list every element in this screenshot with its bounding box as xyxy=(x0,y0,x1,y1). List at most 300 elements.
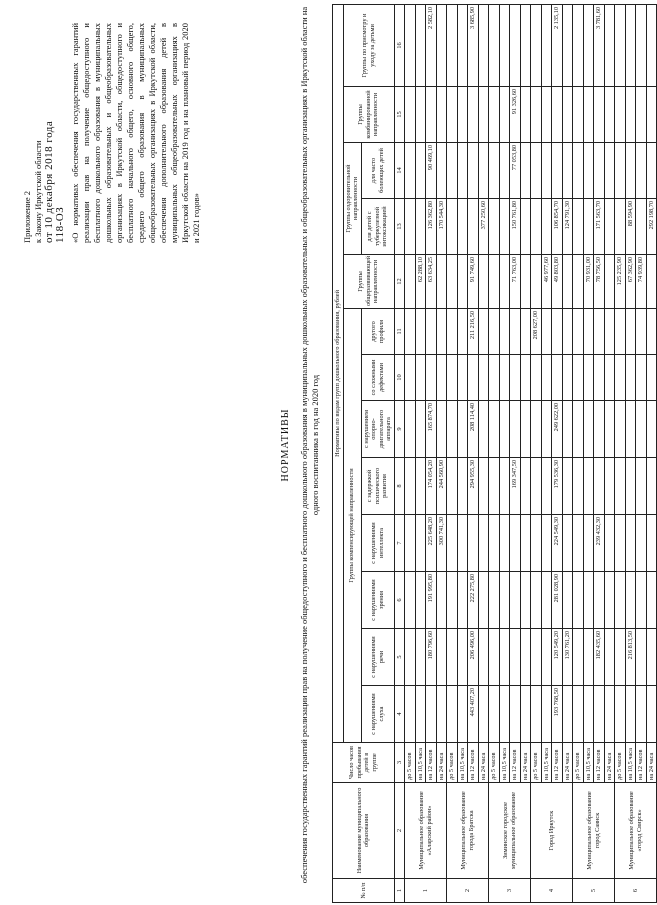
table-cell: 130 761,20 xyxy=(562,629,573,686)
table-cell: 169 347,50 xyxy=(510,458,521,515)
table-cell: 2 135,10 xyxy=(552,4,563,86)
table-cell xyxy=(594,458,605,515)
table-cell xyxy=(426,309,437,355)
table-cell xyxy=(436,4,447,86)
row-municipality: Муниципальное образование «город Свирск» xyxy=(615,783,657,879)
table-cell: 294 955,30 xyxy=(468,458,479,515)
table-cell xyxy=(405,87,416,143)
table-cell xyxy=(510,355,521,401)
table-cell xyxy=(541,629,552,686)
table-row xyxy=(594,4,605,902)
table-cell xyxy=(604,515,615,572)
column-number: 8 xyxy=(394,458,405,515)
column-number: 12 xyxy=(394,255,405,309)
table-cell xyxy=(541,87,552,143)
col-subheader: с нарушениями слуха xyxy=(361,686,394,743)
table-cell xyxy=(520,515,531,572)
column-number: 9 xyxy=(394,401,405,458)
col-header-health: Группы оздоровительной направленности xyxy=(343,143,361,255)
column-number: 14 xyxy=(394,143,405,199)
table-cell xyxy=(615,309,626,355)
annex-law-ref: к Закону Иркутской области xyxy=(33,140,43,243)
table-cell: 3 781,60 xyxy=(594,4,605,86)
table-cell: 222 275,80 xyxy=(468,572,479,629)
table-cell xyxy=(415,309,426,355)
table-cell xyxy=(541,515,552,572)
table-cell xyxy=(520,143,531,199)
row-hours: на 24 часа xyxy=(478,743,489,783)
table-row xyxy=(468,4,479,902)
table-cell xyxy=(468,515,479,572)
table-cell xyxy=(625,458,636,515)
table-cell xyxy=(583,401,594,458)
table-cell xyxy=(594,87,605,143)
row-hours: до 5 часов xyxy=(531,743,542,783)
table-cell xyxy=(636,686,647,743)
table-cell xyxy=(636,629,647,686)
table-cell xyxy=(531,515,542,572)
table-cell xyxy=(478,515,489,572)
table-cell xyxy=(436,143,447,199)
norms-table xyxy=(332,4,657,903)
table-cell xyxy=(583,199,594,255)
column-number: 3 xyxy=(394,743,405,783)
table-cell xyxy=(562,4,573,86)
table-cell xyxy=(541,355,552,401)
row-number: 1 xyxy=(405,879,447,903)
table-cell xyxy=(615,401,626,458)
table-cell xyxy=(541,143,552,199)
table-cell xyxy=(646,686,657,743)
col-header-name: Наименование муниципального образования xyxy=(333,783,395,879)
table-cell: 225 648,20 xyxy=(426,515,437,572)
column-number-row xyxy=(394,4,405,902)
table-cell: 71 763,00 xyxy=(510,255,521,309)
table-cell xyxy=(436,629,447,686)
table-cell xyxy=(636,355,647,401)
row-hours: на 24 часа xyxy=(604,743,615,783)
table-cell xyxy=(583,87,594,143)
table-cell xyxy=(447,515,458,572)
table-cell xyxy=(531,401,542,458)
table-cell xyxy=(478,255,489,309)
table-cell: 49 803,80 xyxy=(552,255,563,309)
table-cell: 191 995,80 xyxy=(426,572,437,629)
table-cell xyxy=(573,199,584,255)
table-cell: 106 854,70 xyxy=(552,199,563,255)
table-cell xyxy=(562,458,573,515)
row-municipality: Зиминское городское муниципальное образование xyxy=(489,783,531,879)
table-cell: 170 544,30 xyxy=(436,199,447,255)
table-cell xyxy=(510,309,521,355)
table-cell: 208 627,00 xyxy=(531,309,542,355)
table-cell xyxy=(625,401,636,458)
table-cell: 150 761,80 xyxy=(510,199,521,255)
table-cell xyxy=(447,629,458,686)
table-cell xyxy=(573,458,584,515)
table-cell xyxy=(520,572,531,629)
table-cell xyxy=(478,309,489,355)
table-cell: 88 594,90 xyxy=(625,199,636,255)
table-cell xyxy=(426,87,437,143)
table-cell xyxy=(573,686,584,743)
row-municipality: Город Иркутск xyxy=(531,783,573,879)
table-row xyxy=(625,4,636,902)
col-header-num: № п/п xyxy=(333,879,395,903)
table-cell: 91 326,60 xyxy=(510,87,521,143)
table-cell xyxy=(520,458,531,515)
table-cell: 171 563,70 xyxy=(594,199,605,255)
table-cell xyxy=(489,401,500,458)
column-number: 7 xyxy=(394,515,405,572)
table-cell xyxy=(531,458,542,515)
row-hours: на 24 часа xyxy=(646,743,657,783)
table-cell xyxy=(468,87,479,143)
table-cell xyxy=(457,255,468,309)
table-cell: 300 741,30 xyxy=(436,515,447,572)
table-cell xyxy=(583,355,594,401)
table-cell xyxy=(405,515,416,572)
table-cell xyxy=(562,87,573,143)
table-cell: 165 874,70 xyxy=(426,401,437,458)
row-hours: на 24 часа xyxy=(436,743,447,783)
table-cell: 208 114,40 xyxy=(468,401,479,458)
table-cell xyxy=(520,686,531,743)
table-cell xyxy=(594,572,605,629)
col-subheader: с нарушением опорно-двигательного аппарата xyxy=(361,401,394,458)
table-row xyxy=(436,4,447,902)
row-hours: на 10,5 часа xyxy=(583,743,594,783)
row-hours: на 10,5 часа xyxy=(541,743,552,783)
table-row xyxy=(583,4,594,902)
table-cell xyxy=(604,572,615,629)
annex-title: Приложение 2 xyxy=(22,191,32,243)
table-cell xyxy=(436,686,447,743)
table-cell: 216 813,50 xyxy=(625,629,636,686)
table-cell xyxy=(615,458,626,515)
table-row xyxy=(489,4,500,902)
table-cell: 2 582,10 xyxy=(426,4,437,86)
row-number: 3 xyxy=(489,879,531,903)
table-cell xyxy=(489,515,500,572)
table-cell xyxy=(499,309,510,355)
table-cell xyxy=(573,4,584,86)
table-cell xyxy=(552,143,563,199)
row-hours: до 5 часов xyxy=(405,743,416,783)
table-cell xyxy=(489,572,500,629)
table-cell xyxy=(447,4,458,86)
table-cell: 239 432,30 xyxy=(594,515,605,572)
table-cell xyxy=(562,255,573,309)
table-cell xyxy=(615,199,626,255)
table-cell xyxy=(625,686,636,743)
table-cell xyxy=(415,143,426,199)
table-cell xyxy=(415,572,426,629)
table-cell xyxy=(562,401,573,458)
table-cell xyxy=(415,401,426,458)
row-hours: на 10,5 часа xyxy=(625,743,636,783)
column-number: 15 xyxy=(394,87,405,143)
table-cell xyxy=(457,686,468,743)
table-cell xyxy=(520,401,531,458)
page-subtitle: обеспечения государственных гарантий реализации прав на получение общедоступного и бесплатного дошкольного образования в муниципальных дошкольных образовательных и общеобразовательных организациях в Иркутской области на одного воспитанника в год на 2020 год xyxy=(299,6,320,884)
table-cell xyxy=(646,401,657,458)
table-cell: 281 028,90 xyxy=(552,572,563,629)
table-cell xyxy=(646,4,657,86)
table-cell xyxy=(625,87,636,143)
page-title: НОРМАТИВЫ xyxy=(280,408,291,482)
table-cell xyxy=(489,143,500,199)
table-cell xyxy=(573,87,584,143)
table-cell xyxy=(583,4,594,86)
table-cell xyxy=(447,401,458,458)
table-cell xyxy=(636,309,647,355)
column-number: 13 xyxy=(394,199,405,255)
table-cell xyxy=(541,572,552,629)
table-cell: 3 685,90 xyxy=(468,4,479,86)
table-cell xyxy=(415,629,426,686)
table-cell xyxy=(489,199,500,255)
table-cell: 249 622,00 xyxy=(552,401,563,458)
table-cell: 63 634,25 xyxy=(426,255,437,309)
table-cell xyxy=(531,686,542,743)
row-number: 5 xyxy=(573,879,615,903)
table-cell xyxy=(541,686,552,743)
table-cell xyxy=(520,87,531,143)
table-cell xyxy=(405,572,416,629)
table-cell xyxy=(573,572,584,629)
table-cell xyxy=(625,355,636,401)
col-subheader: с нарушениями интеллекта xyxy=(361,515,394,572)
table-cell xyxy=(489,355,500,401)
col-subheader: для детей с туберкулезной интоксикацией xyxy=(361,199,394,255)
row-municipality: Муниципальное образование город Саянск xyxy=(573,783,615,879)
table-cell xyxy=(415,355,426,401)
table-cell xyxy=(583,686,594,743)
table-cell xyxy=(499,199,510,255)
table-cell xyxy=(426,686,437,743)
table-cell xyxy=(478,355,489,401)
column-number: 2 xyxy=(394,783,405,879)
table-cell xyxy=(499,401,510,458)
table-cell xyxy=(604,401,615,458)
table-cell xyxy=(405,4,416,86)
table-cell: 90 469,10 xyxy=(426,143,437,199)
table-cell xyxy=(541,199,552,255)
table-cell: 91 749,60 xyxy=(468,255,479,309)
table-cell xyxy=(636,515,647,572)
table-cell xyxy=(520,309,531,355)
row-hours: на 12 часов xyxy=(636,743,647,783)
table-cell xyxy=(405,629,416,686)
table-cell: 182 435,60 xyxy=(594,629,605,686)
col-subheader: со сложными дефектами xyxy=(361,355,394,401)
table-cell xyxy=(646,309,657,355)
table-cell xyxy=(489,309,500,355)
col-header-combined: Группы комбинированной направленности xyxy=(343,87,394,143)
table-cell: 70 931,00 xyxy=(583,255,594,309)
col-subheader: другого профиля xyxy=(361,309,394,355)
col-header-compensating: Группы компенсирующей направленности xyxy=(343,309,361,743)
row-hours: на 12 часов xyxy=(594,743,605,783)
table-cell xyxy=(489,87,500,143)
table-cell xyxy=(625,4,636,86)
table-cell xyxy=(604,255,615,309)
column-number: 10 xyxy=(394,355,405,401)
table-cell xyxy=(615,355,626,401)
table-cell xyxy=(531,255,542,309)
table-cell xyxy=(499,255,510,309)
table-cell xyxy=(457,355,468,401)
row-hours: до 5 часов xyxy=(573,743,584,783)
table-cell xyxy=(646,458,657,515)
table-cell xyxy=(646,87,657,143)
table-cell xyxy=(499,87,510,143)
table-cell xyxy=(562,572,573,629)
table-cell xyxy=(405,458,416,515)
column-number: 6 xyxy=(394,572,405,629)
table-cell xyxy=(615,686,626,743)
header-row xyxy=(333,4,344,902)
table-cell xyxy=(636,4,647,86)
table-cell xyxy=(531,87,542,143)
table-cell: 180 796,60 xyxy=(426,629,437,686)
table-cell xyxy=(478,686,489,743)
table-cell xyxy=(583,515,594,572)
table-cell xyxy=(604,87,615,143)
table-cell: 62 288,10 xyxy=(415,255,426,309)
table-cell xyxy=(646,355,657,401)
table-cell xyxy=(457,87,468,143)
table-cell xyxy=(415,458,426,515)
table-cell xyxy=(636,572,647,629)
table-cell xyxy=(436,355,447,401)
col-subheader: для часто болеющих детей xyxy=(361,143,394,199)
table-row xyxy=(646,4,657,902)
table-cell xyxy=(499,4,510,86)
table-cell xyxy=(520,4,531,86)
row-hours: до 5 часов xyxy=(447,743,458,783)
table-row xyxy=(531,4,542,902)
table-cell xyxy=(510,4,521,86)
column-number: 4 xyxy=(394,686,405,743)
table-cell xyxy=(510,572,521,629)
table-cell xyxy=(405,686,416,743)
table-row xyxy=(636,4,647,902)
row-number: 4 xyxy=(531,879,573,903)
row-hours: на 10,5 часа xyxy=(499,743,510,783)
table-row xyxy=(552,4,563,902)
table-cell xyxy=(604,355,615,401)
table-cell: 206 496,00 xyxy=(468,629,479,686)
annex-date: от 10 декабря 2018 года xyxy=(43,120,55,243)
table-cell xyxy=(478,401,489,458)
table-cell: 211 216,50 xyxy=(468,309,479,355)
table-cell xyxy=(436,401,447,458)
table-cell xyxy=(447,255,458,309)
table-cell xyxy=(510,629,521,686)
table-cell xyxy=(646,143,657,199)
table-cell xyxy=(646,515,657,572)
annex-number: 118-ОЗ xyxy=(54,206,66,243)
table-cell xyxy=(615,629,626,686)
table-cell xyxy=(594,686,605,743)
table-row xyxy=(573,4,584,902)
row-hours: на 10,5 часа xyxy=(415,743,426,783)
row-hours: на 12 часов xyxy=(426,743,437,783)
row-hours: на 24 часа xyxy=(562,743,573,783)
table-cell: 193 768,50 xyxy=(552,686,563,743)
table-cell xyxy=(499,143,510,199)
row-hours: на 12 часов xyxy=(468,743,479,783)
table-cell xyxy=(531,572,542,629)
table-cell xyxy=(499,355,510,401)
table-cell xyxy=(499,686,510,743)
column-number: 5 xyxy=(394,629,405,686)
table-cell xyxy=(489,686,500,743)
table-cell xyxy=(447,355,458,401)
table-cell xyxy=(562,515,573,572)
annex-block xyxy=(22,23,202,243)
table-cell xyxy=(489,255,500,309)
table-cell xyxy=(457,572,468,629)
table-cell xyxy=(405,355,416,401)
table-cell xyxy=(478,629,489,686)
table-cell xyxy=(447,572,458,629)
row-hours: до 5 часов xyxy=(615,743,626,783)
table-cell: 120 549,20 xyxy=(552,629,563,686)
table-cell xyxy=(625,143,636,199)
table-cell xyxy=(531,199,542,255)
table-cell xyxy=(636,458,647,515)
table-cell xyxy=(594,309,605,355)
table-cell xyxy=(573,401,584,458)
table-cell xyxy=(405,309,416,355)
table-row xyxy=(510,4,521,902)
row-number: 6 xyxy=(615,879,657,903)
col-header-general: Группы общеразвивающей направленности xyxy=(343,255,394,309)
table-cell xyxy=(573,309,584,355)
row-municipality: Муниципальное образование «Аларский район» xyxy=(405,783,447,879)
row-hours: на 10,5 часа xyxy=(457,743,468,783)
table-cell xyxy=(499,629,510,686)
table-cell xyxy=(573,255,584,309)
row-hours: на 12 часов xyxy=(510,743,521,783)
table-cell xyxy=(415,686,426,743)
table-cell xyxy=(541,458,552,515)
table-cell: 124 791,30 xyxy=(562,199,573,255)
table-row xyxy=(520,4,531,902)
table-cell xyxy=(604,143,615,199)
table-cell: 377 250,60 xyxy=(478,199,489,255)
table-cell xyxy=(520,629,531,686)
table-cell xyxy=(615,515,626,572)
table-cell xyxy=(426,355,437,401)
table-cell xyxy=(541,309,552,355)
table-cell xyxy=(436,87,447,143)
table-cell xyxy=(436,572,447,629)
table-cell xyxy=(457,4,468,86)
col-header-care: Группы по присмотру и уходу за детьми xyxy=(343,4,394,86)
table-cell xyxy=(573,355,584,401)
table-row xyxy=(457,4,468,902)
table-cell xyxy=(562,355,573,401)
table-cell xyxy=(499,458,510,515)
table-cell xyxy=(489,458,500,515)
table-cell xyxy=(520,199,531,255)
table-cell xyxy=(583,629,594,686)
table-cell xyxy=(478,4,489,86)
